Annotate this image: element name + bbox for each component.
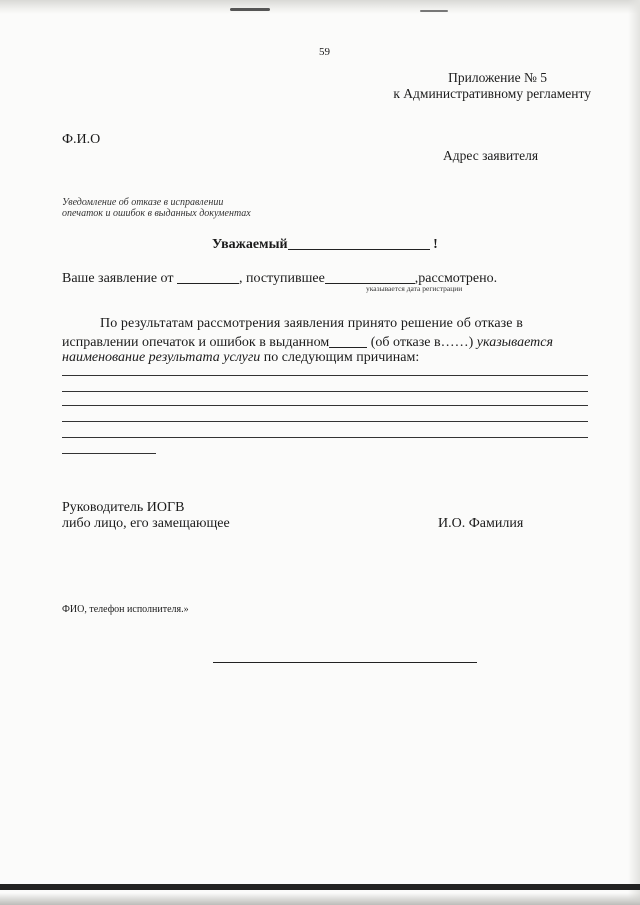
greeting bbox=[212, 235, 438, 253]
scan-right-edge bbox=[628, 0, 640, 905]
signatory-subtitle: либо лицо, его замещающее bbox=[62, 516, 230, 531]
decision-text-b: (об отказе в……) bbox=[370, 335, 474, 350]
application-text-1: Ваше заявление от bbox=[62, 271, 174, 286]
scan-artifact bbox=[420, 10, 448, 12]
closing-rule bbox=[213, 662, 477, 663]
name-blank bbox=[288, 235, 430, 250]
document-blank bbox=[329, 333, 367, 348]
decision-text-c: указывается bbox=[476, 335, 553, 350]
registration-hint: указывается дата регистрации bbox=[366, 284, 463, 293]
reason-line bbox=[62, 437, 588, 438]
scan-bottom-shadow bbox=[0, 893, 640, 905]
application-text-2: , поступившее bbox=[239, 271, 325, 286]
decision-line2 bbox=[62, 333, 553, 351]
applicant-address-label: Адрес заявителя bbox=[443, 148, 539, 163]
service-result-hint: наименование результата услуги bbox=[62, 350, 261, 365]
greeting-word: Уважаемый bbox=[212, 237, 288, 252]
reason-line bbox=[62, 421, 588, 422]
annex-subtitle: к Административному регламенту bbox=[393, 86, 591, 101]
reason-line bbox=[62, 391, 588, 392]
executor-info: ФИО, телефон исполнителя.» bbox=[62, 604, 189, 615]
fio-label: Ф.И.О bbox=[62, 132, 101, 147]
date-blank bbox=[177, 269, 239, 284]
scan-bottom-edge bbox=[0, 884, 640, 890]
annex-title: Приложение № 5 bbox=[448, 70, 547, 85]
decision-line1: По результатам рассмотрения заявления принято решение об отказе в bbox=[100, 316, 523, 331]
notice-title-line2: опечаток и ошибок в выданных документах bbox=[62, 208, 251, 219]
reason-line bbox=[62, 375, 588, 376]
greeting-mark: ! bbox=[433, 237, 438, 252]
scan-artifact bbox=[230, 8, 270, 11]
reason-line bbox=[62, 453, 156, 454]
page-number: 59 bbox=[319, 46, 330, 58]
signatory-title: Руководитель ИОГВ bbox=[62, 500, 185, 515]
decision-text-a: исправлении опечаток и ошибок в выданном bbox=[62, 335, 330, 350]
signatory-name: И.О. Фамилия bbox=[438, 516, 524, 531]
decision-text-d: по следующим причинам: bbox=[263, 350, 420, 365]
scan-top-edge bbox=[0, 0, 640, 14]
decision-line3 bbox=[62, 350, 419, 366]
registration-blank bbox=[325, 269, 415, 284]
application-text-3: ,рассмотрено. bbox=[414, 271, 498, 286]
reason-line bbox=[62, 405, 588, 406]
notice-title-line1: Уведомление об отказе в исправлении bbox=[62, 197, 224, 208]
